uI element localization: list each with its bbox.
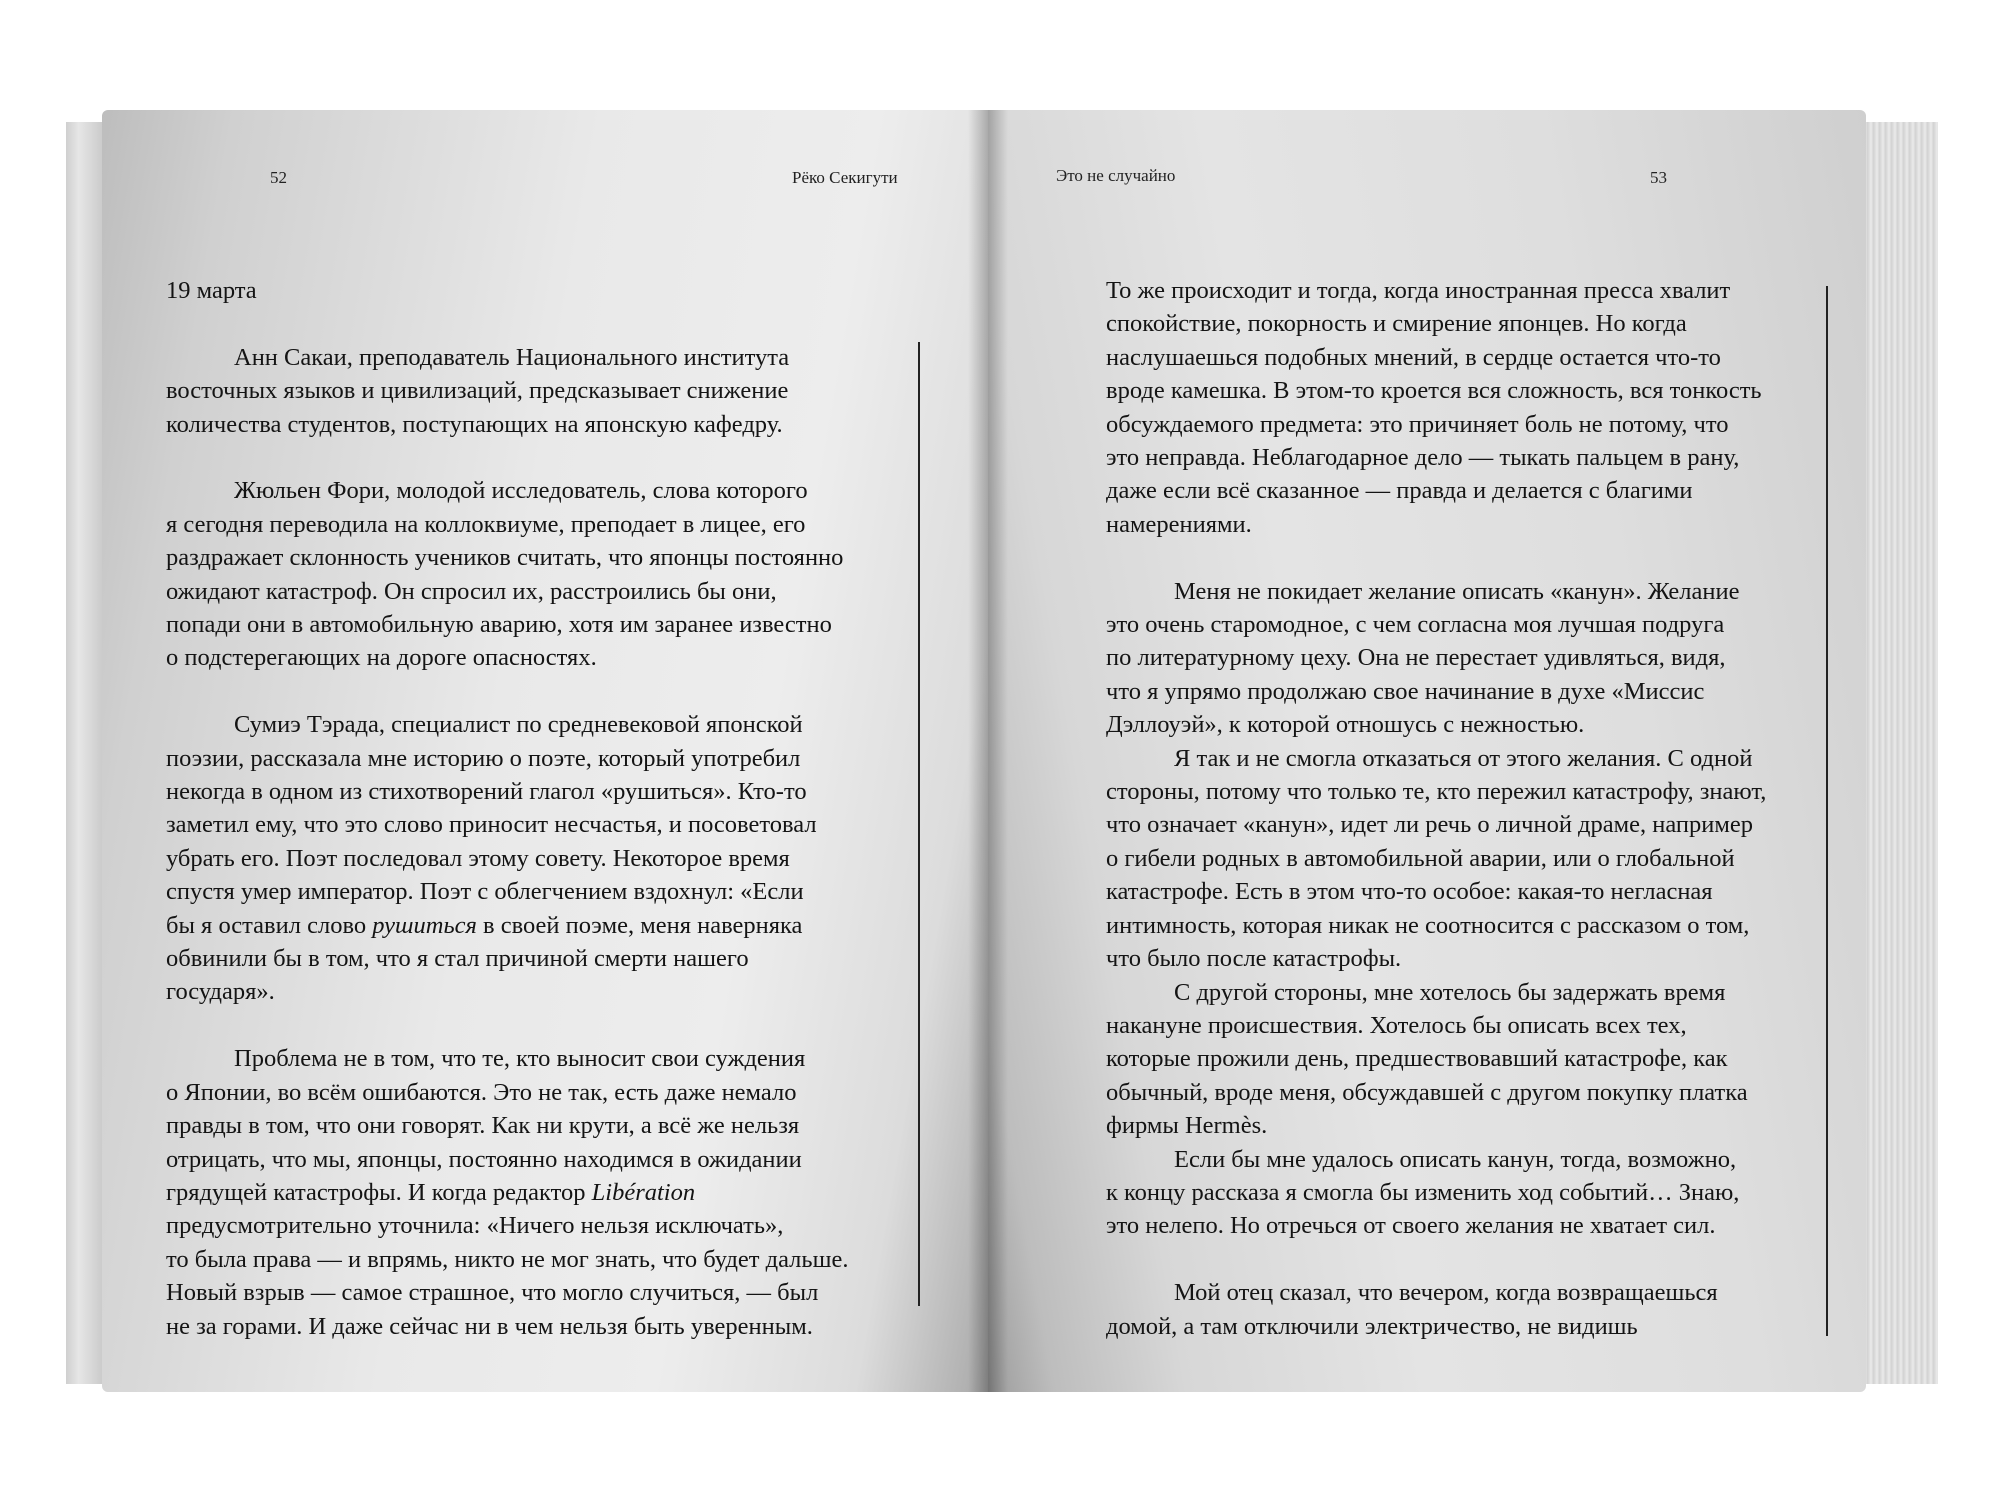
left-page xyxy=(102,110,988,1392)
paragraph: Я так и не смогла отказаться от этого желания. С одной стороны, потому что только те, кто пережил катастрофу, знают, что означает «канун», идет ли речь о личной драме, например о гибели родных в автомобильной аварии, или о глобальной катастрофе. Есть в этом что-то особое: какая-то негласная интимность, которая никак не соотносится с рассказом о том, что было после катастрофы. xyxy=(1106,744,1767,973)
paragraph: Жюльен Фори, молодой исследователь, слова которого я сегодня переводила на коллоквиуме, преподает в лицее, его раздражает склонность учеников считать, что японцы постоянно ожидают катастроф. Он спросил их, расстроились бы они, попади они в автомобильную аварию, хотя им заранее известно о подстерегающих на дороге опасностях. xyxy=(166,477,844,672)
book-spine-shadow xyxy=(968,110,1008,1392)
paragraph: Проблема не в том, что те, кто выносит свои суждения о Японии, во всём ошибаются. Это не так, есть даже немало правды в том, что они говорят. Как ни крути, а всё же нельзя отрицать, что мы, японцы, постоянно находимся в ожидании грядущей катастрофы. И когда редактор Libération предусмотрительно уточнила: «Ничего нельзя исключать», то была права — и впрямь, никто не мог знать, что будет дальше. Новый взрыв — самое страшное, что могло случиться, — был не за горами. И даже сейчас ни в чем нельзя быть уверенным. xyxy=(166,1045,849,1340)
right-page-body xyxy=(1106,274,1806,1343)
left-page-body xyxy=(166,274,906,1343)
right-page xyxy=(988,110,1866,1392)
date-heading: 19 марта xyxy=(166,277,257,304)
running-head-author: Рёко Секигути xyxy=(792,168,898,187)
page-number-left: 52 xyxy=(270,168,287,187)
running-head-title: Это не случайно xyxy=(1056,166,1176,185)
page-number-right: 53 xyxy=(1650,168,1667,187)
paragraph: То же происходит и тогда, когда иностранная пресса хвалит спокойствие, покорность и смирение японцев. Но когда наслушаешься подобных мнений, в сердце остается что-то вроде камешка. В этом-то кроется вся сложность, вся тонкость обсуждаемого предмета: это причиняет боль не потому, что это неправда. Неблагодарное дело — тыкать пальцем в рану, даже если всё сказанное — правда и делается с благими намерениями. xyxy=(1106,277,1762,538)
paragraph: Анн Сакаи, преподаватель Национального института восточных языков и цивилизаций, предсказывает снижение количества студентов, поступающих на японскую кафедру. xyxy=(166,343,790,438)
paragraph: Сумиэ Тэрада, специалист по средневековой японской поэзии, рассказала мне историю о поэте, который употребил некогда в одном из стихотворений глагол «рушиться». Кто-то заметил ему, что это слово приносит несчастья, и посоветовал убрать его. Поэт последовал этому совету. Некоторое время спустя умер император. Поэт с облегчением вздохнул: «Если бы я оставил слово рушиться в своей поэме, меня наверняка обвинили бы в том, что я стал причиной смерти нашего государя». xyxy=(166,711,817,1006)
paragraph: С другой стороны, мне хотелось бы задержать время накануне происшествия. Хотелось бы описать всех тех, которые прожили день, предшествовавший катастрофе, как обычный, вроде меня, обсуждавшей с другом покупку платка фирмы Hermès. xyxy=(1106,978,1748,1140)
margin-rule-right xyxy=(1826,286,1828,1336)
margin-rule-left xyxy=(918,342,920,1306)
paragraph: Меня не покидает желание описать «канун». Желание это очень старомодное, с чем согласна моя лучшая подруга по литературному цеху. Она не перестает удивляться, видя, что я упрямо продолжаю свое начинание в духе «Миссис Дэллоуэй», к которой отношусь с нежностью. xyxy=(1106,577,1740,739)
paragraph: Если бы мне удалось описать канун, тогда, возможно, к концу рассказа я смогла бы изменить ход событий… Знаю, это нелепо. Но отречься от своего желания не хватает сил. xyxy=(1106,1145,1740,1240)
paragraph: Мой отец сказал, что вечером, когда возвращаешься домой, а там отключили электричество, не видишь xyxy=(1106,1279,1718,1340)
